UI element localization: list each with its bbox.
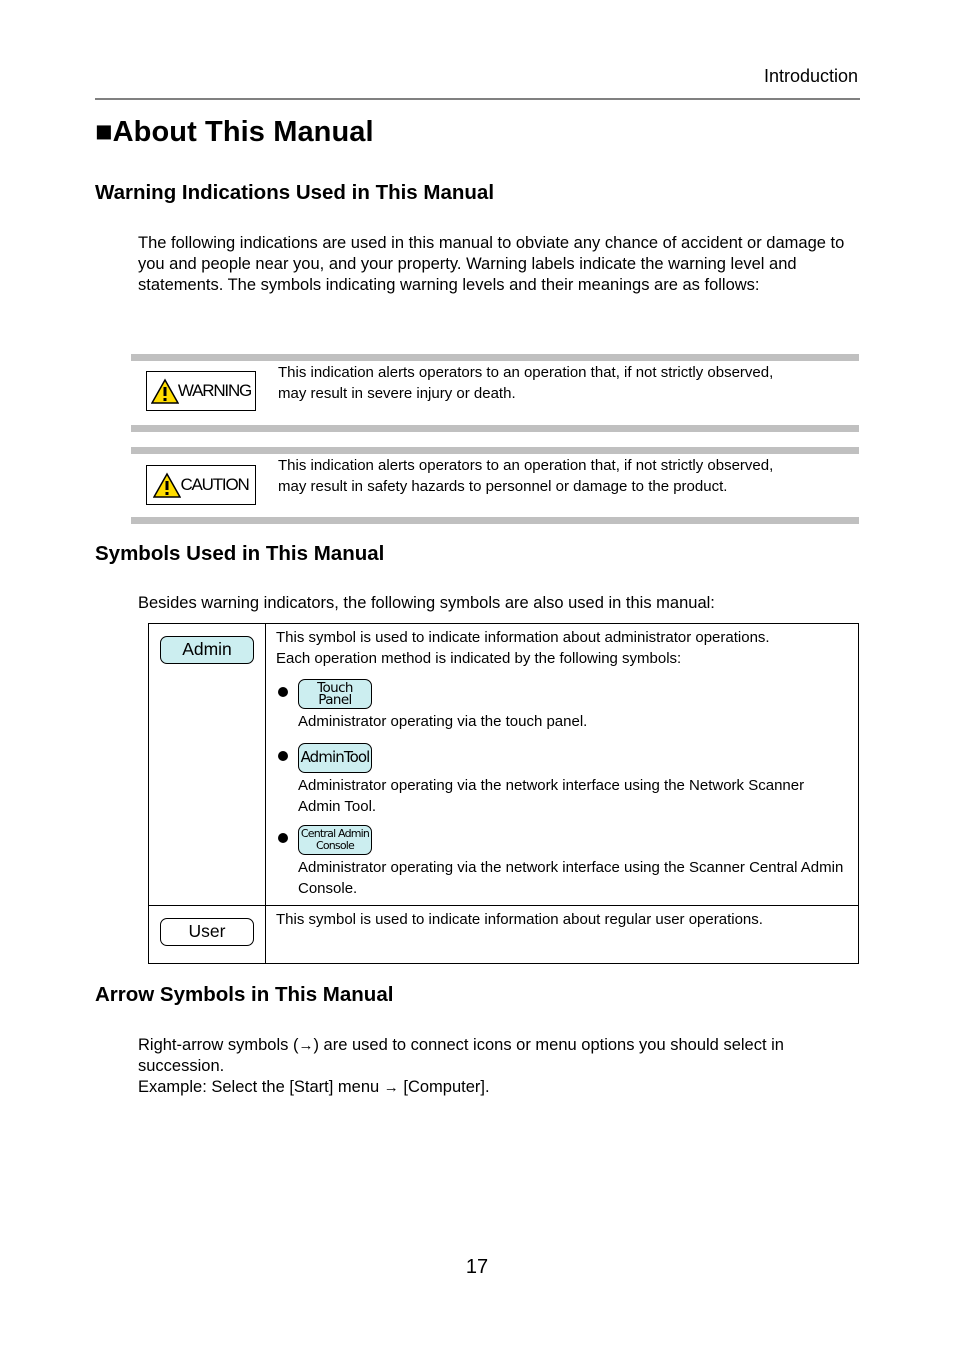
warning-triangle-icon: [151, 378, 179, 405]
list-item: [276, 825, 848, 899]
arrows-line1: [138, 1035, 860, 1077]
list-item: [276, 743, 848, 817]
touch-panel-badge-line1: Touch: [317, 680, 353, 696]
caution-box-top-bar: [131, 447, 859, 454]
page-title: ■About This Manual: [95, 116, 374, 148]
header-section-title: Introduction: [763, 66, 858, 86]
arrows-line1-start: Right-arrow symbols (: [138, 1036, 299, 1054]
arrows-line1-end: ) are used to connect icons or menu options you should select in succession.: [138, 1036, 784, 1075]
admin-badge: Admin: [160, 636, 254, 664]
symbols-table: [148, 623, 859, 964]
symbols-section-heading: Symbols Used in This Manual: [95, 542, 385, 565]
user-symbol-cell: [149, 906, 266, 964]
warning-intro-paragraph: [138, 233, 860, 296]
admin-description-cell: [266, 624, 859, 906]
warning-box-bottom-bar: [131, 425, 859, 432]
user-badge: User: [160, 918, 254, 946]
central-admin-badge-line1: Central Admin: [300, 827, 370, 840]
caution-description: [278, 455, 848, 497]
warning-description-line2: may result in severe injury or death.: [278, 385, 516, 402]
bullet-icon: [278, 687, 288, 697]
header-divider: [95, 98, 860, 100]
touch-panel-badge: [298, 679, 372, 709]
page-number: 17: [465, 1256, 489, 1278]
central-admin-console-badge: [298, 825, 372, 855]
bullet-icon: [278, 833, 288, 843]
user-description-cell: [266, 906, 859, 964]
symbols-intro-text: Besides warning indicators, the following symbols are also used in this manual:: [138, 594, 715, 612]
right-arrow-icon: →: [383, 1079, 399, 1096]
admin-tool-badge: AdminTool: [298, 743, 372, 773]
caution-label-text: CAUTION: [180, 475, 249, 494]
caution-label: [146, 465, 256, 505]
caution-description-line1: This indication alerts operators to an operation that, if not strictly observed,: [278, 457, 774, 474]
arrows-section-heading: Arrow Symbols in This Manual: [95, 983, 394, 1006]
admin-desc-line1: This symbol is used to indicate information about administrator operations.: [276, 629, 770, 646]
admin-symbol-cell: [149, 624, 266, 906]
user-description: This symbol is used to indicate information about regular user operations.: [276, 911, 763, 928]
warning-description-line1: This indication alerts operators to an operation that, if not strictly observed,: [278, 364, 774, 381]
list-item: [276, 679, 848, 732]
symbols-intro-paragraph: [138, 593, 860, 614]
warning-description: [278, 362, 848, 404]
table-row: [149, 624, 859, 906]
arrows-example-end: [Computer].: [398, 1078, 490, 1096]
warning-triangle-icon: [153, 472, 181, 499]
warning-section-heading: Warning Indications Used in This Manual: [95, 181, 495, 204]
arrows-example-start: Example: Select the [Start] menu: [138, 1078, 384, 1096]
warning-box-top-bar: [131, 354, 859, 361]
central-admin-console-description: Administrator operating via the network interface using the Scanner Central Admin Console.: [298, 859, 844, 897]
admin-desc-line2: Each operation method is indicated by the following symbols:: [276, 650, 682, 667]
warning-label-text: WARNING: [177, 381, 252, 400]
table-row: [149, 906, 859, 964]
touch-panel-description: Administrator operating via the touch panel.: [298, 713, 588, 730]
arrows-example: [138, 1077, 860, 1098]
warning-label: [146, 371, 256, 411]
right-arrow-icon: →: [298, 1037, 314, 1054]
warning-intro-text: The following indications are used in this manual to obviate any chance of accident or damage to you and people near you, and your property. Warning labels indicate the warning level and statements. The symbols indicating warning levels and their meanings are as follows:: [138, 234, 845, 294]
touch-panel-badge-line2: Panel: [318, 692, 352, 708]
caution-box-bottom-bar: [131, 517, 859, 524]
caution-description-line2: may result in safety hazards to personnel or damage to the product.: [278, 478, 728, 495]
bullet-icon: [278, 751, 288, 761]
arrows-paragraph: [138, 1035, 860, 1098]
central-admin-badge-line2: Console: [315, 839, 355, 852]
admin-tool-description: Administrator operating via the network interface using the Network Scanner Admin Tool.: [298, 777, 805, 815]
